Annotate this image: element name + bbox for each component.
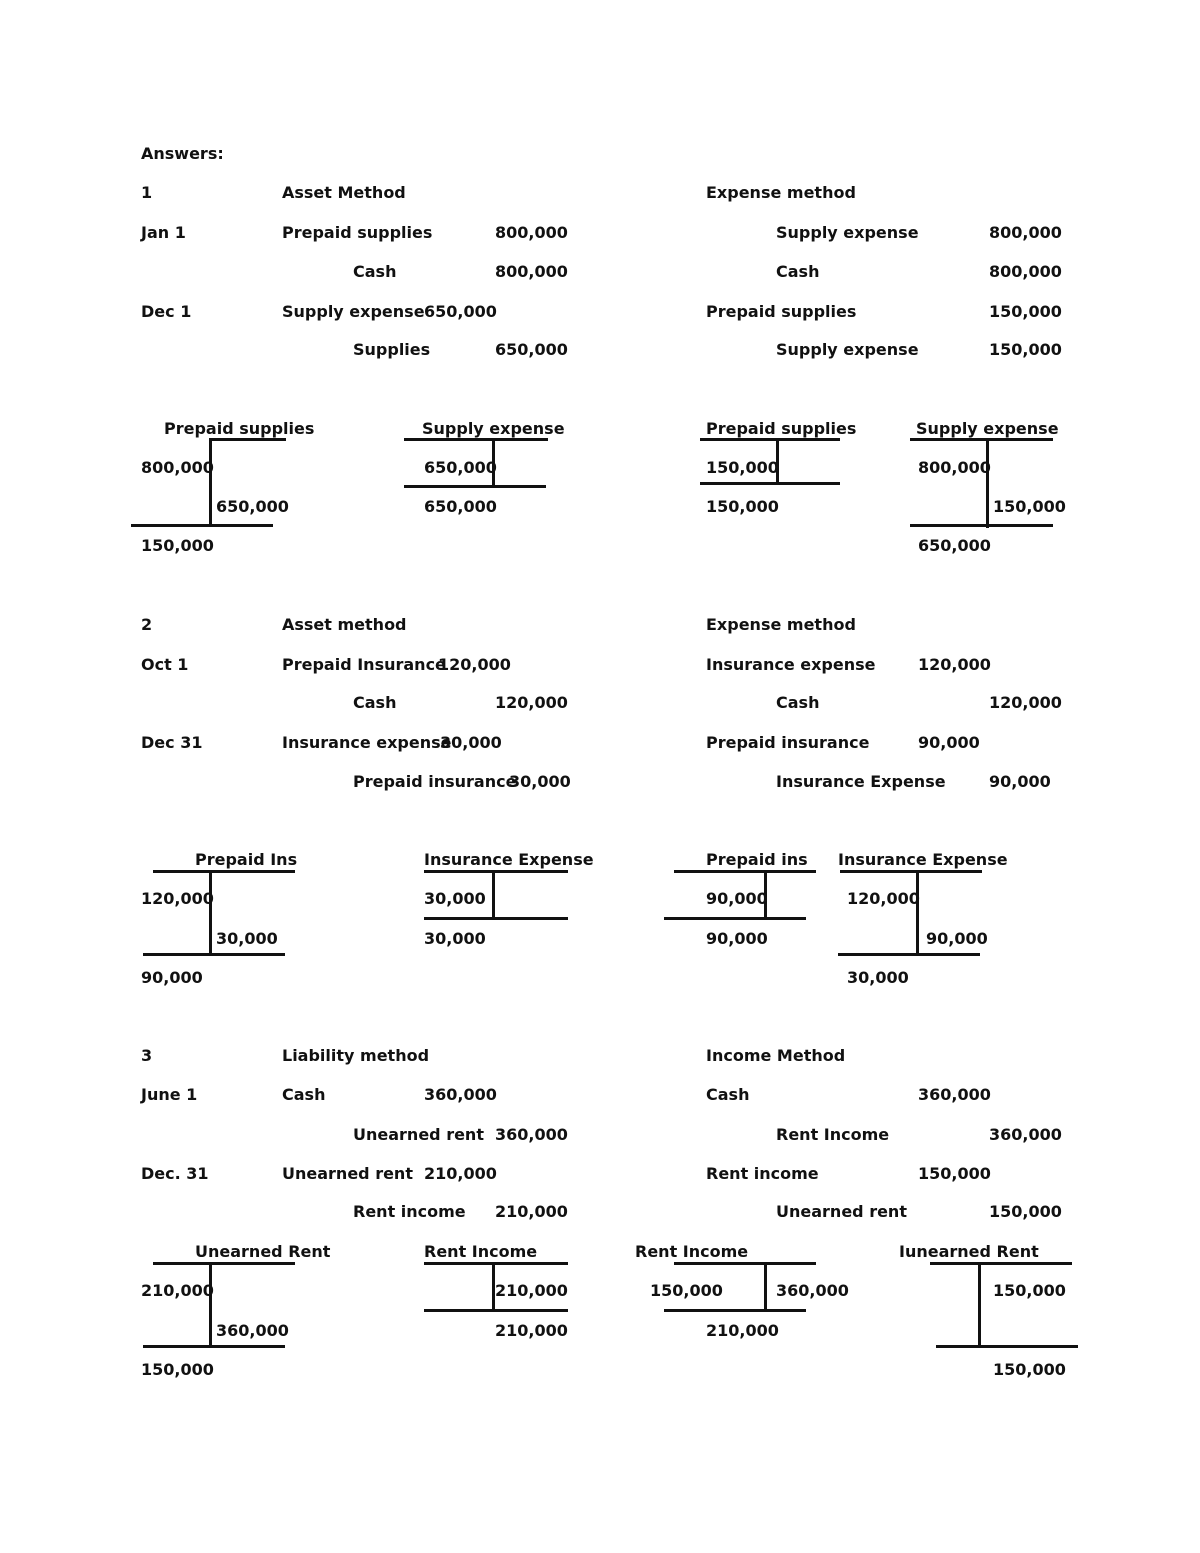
t-account-bottom-line (404, 485, 546, 488)
t-account-credit: 360,000 (776, 1281, 849, 1300)
credit-amount: 120,000 (989, 693, 1062, 712)
answers-heading: Answers: (141, 144, 224, 163)
t-account-center-line (209, 1262, 212, 1347)
t-account-title: Prepaid ins (706, 850, 808, 869)
debit-amount: 650,000 (424, 302, 497, 321)
t-account-balance: 650,000 (918, 536, 991, 555)
t-account-top-line (153, 1262, 295, 1265)
t-account-debit: 120,000 (847, 889, 920, 908)
debit-amount: 800,000 (989, 223, 1062, 242)
expense-method-title: Expense method (706, 615, 856, 634)
credit-amount: 120,000 (495, 693, 568, 712)
t-account-debit: 210,000 (141, 1281, 214, 1300)
t-account-top-line (404, 438, 548, 441)
credit-account: Cash (776, 262, 820, 281)
debit-amount: 800,000 (495, 223, 568, 242)
credit-account: Cash (776, 693, 820, 712)
entry-date: Dec 31 (141, 733, 203, 752)
t-account-balance: 210,000 (706, 1321, 779, 1340)
credit-account: Supply expense (776, 340, 919, 359)
t-account-debit: 120,000 (141, 889, 214, 908)
debit-amount: 90,000 (918, 733, 980, 752)
t-account-top-line (930, 1262, 1072, 1265)
asset-method-title: Asset method (282, 615, 407, 634)
t-account-top-line (674, 870, 816, 873)
credit-account: Cash (353, 262, 397, 281)
debit-amount: 120,000 (438, 655, 511, 674)
liability-method-title: Liability method (282, 1046, 430, 1065)
debit-amount: 120,000 (918, 655, 991, 674)
t-account-balance: 150,000 (141, 536, 214, 555)
debit-account: Supply expense (282, 302, 425, 321)
t-account-bottom-line (664, 1309, 806, 1312)
t-account-top-line (424, 1262, 568, 1265)
t-account-credit: 210,000 (495, 1281, 568, 1300)
t-account-top-line (210, 438, 286, 441)
t-account-debit: 30,000 (424, 889, 486, 908)
t-account-debit: 650,000 (424, 458, 497, 477)
entry-date: June 1 (141, 1085, 198, 1104)
entry-date: Jan 1 (141, 223, 186, 242)
credit-amount: 90,000 (989, 772, 1051, 791)
t-account-center-line (978, 1262, 981, 1347)
credit-amount: 650,000 (495, 340, 568, 359)
asset-method-title: Asset Method (282, 183, 406, 202)
t-account-credit: 360,000 (216, 1321, 289, 1340)
credit-amount: 800,000 (989, 262, 1062, 281)
credit-account: Unearned rent (776, 1202, 907, 1221)
problem-number: 1 (141, 183, 153, 202)
t-account-balance: 30,000 (424, 929, 486, 948)
t-account-bottom-line (664, 917, 806, 920)
t-account-top-line (840, 870, 982, 873)
t-account-title: Prepaid supplies (706, 419, 857, 438)
t-account-credit: 30,000 (216, 929, 278, 948)
debit-amount: 360,000 (918, 1085, 991, 1104)
entry-date: Dec 1 (141, 302, 192, 321)
debit-account: Insurance expense (282, 733, 452, 752)
t-account-bottom-line (131, 524, 273, 527)
credit-account: Cash (353, 693, 397, 712)
debit-account: Prepaid Insurance (282, 655, 446, 674)
credit-amount: 210,000 (495, 1202, 568, 1221)
t-account-top-line (700, 438, 840, 441)
t-account-title: Supply expense (422, 419, 565, 438)
debit-amount: 30,000 (440, 733, 502, 752)
t-account-balance: 150,000 (993, 1360, 1066, 1379)
debit-amount: 150,000 (918, 1164, 991, 1183)
credit-amount: 360,000 (495, 1125, 568, 1144)
t-account-bottom-line (838, 953, 980, 956)
problem-number: 2 (141, 615, 153, 634)
debit-amount: 210,000 (424, 1164, 497, 1183)
t-account-credit: 650,000 (216, 497, 289, 516)
debit-account: Supply expense (776, 223, 919, 242)
t-account-bottom-line (936, 1345, 1078, 1348)
credit-account: Prepaid insurance (353, 772, 517, 791)
credit-account: Unearned rent (353, 1125, 484, 1144)
debit-account: Insurance expense (706, 655, 876, 674)
expense-method-title: Expense method (706, 183, 856, 202)
debit-account: Cash (706, 1085, 750, 1104)
t-account-bottom-line (424, 917, 568, 920)
credit-amount: 30,000 (509, 772, 571, 791)
t-account-title: Prepaid supplies (164, 419, 315, 438)
credit-amount: 150,000 (989, 1202, 1062, 1221)
t-account-credit: 150,000 (993, 1281, 1066, 1300)
t-account-balance: 150,000 (141, 1360, 214, 1379)
debit-amount: 360,000 (424, 1085, 497, 1104)
t-account-center-line (916, 870, 919, 955)
t-account-debit: 150,000 (650, 1281, 723, 1300)
problem-number: 3 (141, 1046, 153, 1065)
t-account-top-line (674, 1262, 816, 1265)
income-method-title: Income Method (706, 1046, 846, 1065)
t-account-balance: 90,000 (706, 929, 768, 948)
t-account-debit: 800,000 (141, 458, 214, 477)
debit-account: Unearned rent (282, 1164, 413, 1183)
t-account-title: Rent Income (635, 1242, 749, 1261)
t-account-center-line (209, 438, 212, 526)
t-account-title: Insurance Expense (838, 850, 1008, 869)
entry-date: Oct 1 (141, 655, 189, 674)
t-account-bottom-line (700, 482, 840, 485)
t-account-balance: 210,000 (495, 1321, 568, 1340)
t-account-top-line (910, 438, 1053, 441)
t-account-title: Supply expense (916, 419, 1059, 438)
t-account-center-line (209, 870, 212, 955)
credit-amount: 150,000 (989, 340, 1062, 359)
t-account-debit: 800,000 (918, 458, 991, 477)
t-account-center-line (764, 1262, 767, 1311)
t-account-title: Prepaid Ins (195, 850, 298, 869)
credit-account: Insurance Expense (776, 772, 946, 791)
t-account-top-line (424, 870, 568, 873)
credit-amount: 360,000 (989, 1125, 1062, 1144)
debit-account: Prepaid insurance (706, 733, 870, 752)
debit-account: Prepaid supplies (282, 223, 433, 242)
t-account-bottom-line (143, 953, 285, 956)
credit-account: Rent income (353, 1202, 466, 1221)
t-account-balance: 150,000 (706, 497, 779, 516)
t-account-center-line (492, 870, 495, 919)
entry-date: Dec. 31 (141, 1164, 209, 1183)
t-account-title: Unearned Rent (195, 1242, 331, 1261)
t-account-debit: 150,000 (706, 458, 779, 477)
t-account-title: Iunearned Rent (899, 1242, 1039, 1261)
t-account-balance: 90,000 (141, 968, 203, 987)
t-account-title: Insurance Expense (424, 850, 594, 869)
t-account-bottom-line (910, 524, 1053, 527)
t-account-credit: 90,000 (926, 929, 988, 948)
t-account-credit: 150,000 (993, 497, 1066, 516)
t-account-debit: 90,000 (706, 889, 768, 908)
debit-account: Cash (282, 1085, 326, 1104)
t-account-bottom-line (143, 1345, 285, 1348)
credit-account: Supplies (353, 340, 431, 359)
debit-amount: 150,000 (989, 302, 1062, 321)
credit-amount: 800,000 (495, 262, 568, 281)
debit-account: Prepaid supplies (706, 302, 857, 321)
debit-account: Rent income (706, 1164, 819, 1183)
t-account-title: Rent Income (424, 1242, 538, 1261)
t-account-balance: 650,000 (424, 497, 497, 516)
t-account-center-line (986, 438, 989, 528)
t-account-balance: 30,000 (847, 968, 909, 987)
t-account-top-line (153, 870, 295, 873)
credit-account: Rent Income (776, 1125, 890, 1144)
t-account-bottom-line (424, 1309, 568, 1312)
